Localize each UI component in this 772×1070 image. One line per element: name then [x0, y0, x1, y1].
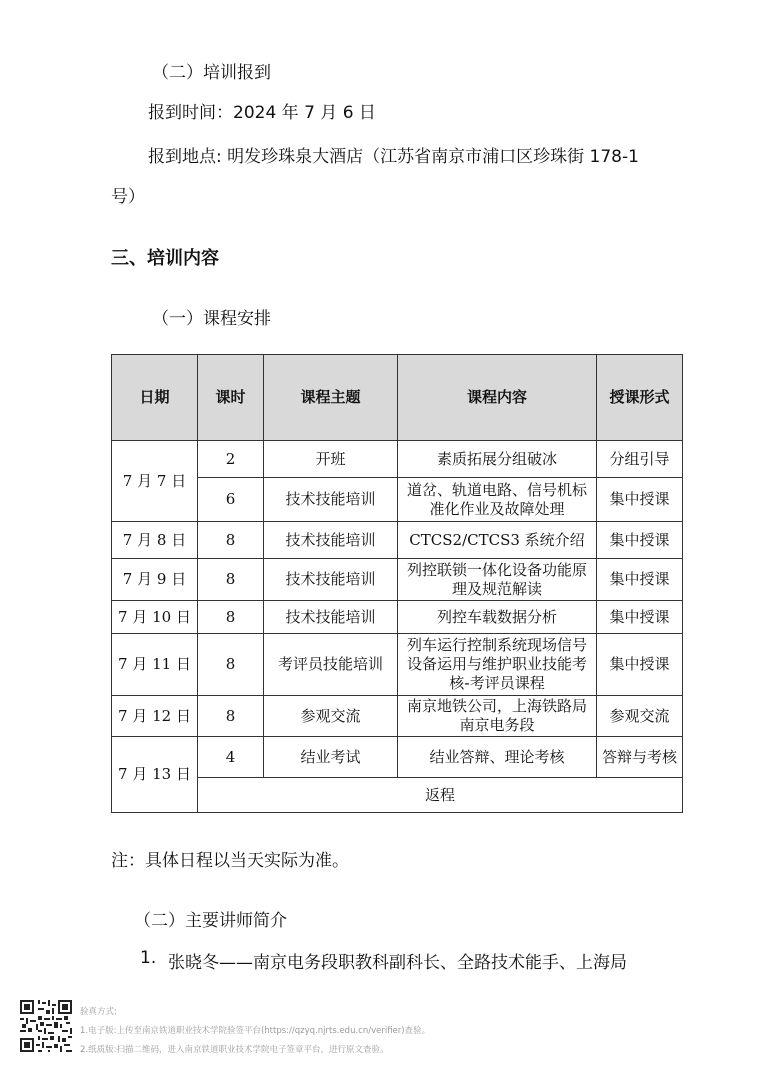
cell-topic: 考评员技能培训	[264, 634, 398, 696]
cell-topic: 技术技能培训	[264, 601, 398, 634]
cell-content: 素质拓展分组破冰	[398, 441, 597, 478]
table-row	[112, 559, 683, 601]
table-header-row	[112, 355, 683, 441]
cell-hours: 8	[198, 696, 264, 737]
cell-topic: 技术技能培训	[264, 478, 398, 522]
registration-heading: （二）培训报到	[152, 63, 271, 83]
header-content: 课程内容	[398, 355, 597, 441]
header-topic: 课程主题	[264, 355, 398, 441]
cell-content: CTCS2/CTCS3 系统介绍	[398, 522, 597, 559]
table-row	[112, 601, 683, 634]
table-row	[112, 696, 683, 737]
schedule-note: 注：具体日程以当天实际为准。	[111, 851, 349, 871]
cell-hours: 4	[198, 737, 264, 778]
teacher-item-text: 张晓冬——南京电务段职教科副科长、全路技术能手、上海局	[168, 953, 627, 973]
cell-date: 7 月 8 日	[112, 522, 198, 559]
cell-hours: 8	[198, 522, 264, 559]
cell-hours: 8	[198, 559, 264, 601]
table-row	[112, 522, 683, 559]
cell-form: 集中授课	[597, 601, 683, 634]
cell-content: 南京地铁公司，上海铁路局南京电务段	[398, 696, 597, 737]
cell-date: 7 月 7 日	[112, 441, 198, 522]
teachers-heading: （二）主要讲师简介	[134, 911, 287, 931]
cell-content: 道岔、轨道电路、信号机标准化作业及故障处理	[398, 478, 597, 522]
cell-form: 集中授课	[597, 522, 683, 559]
table-row	[112, 478, 683, 522]
cell-form: 分组引导	[597, 441, 683, 478]
cell-hours: 2	[198, 441, 264, 478]
cell-topic: 开班	[264, 441, 398, 478]
cell-topic: 参观交流	[264, 696, 398, 737]
cell-date: 7 月 10 日	[112, 601, 198, 634]
registration-time: 报到时间：2024 年 7 月 6 日	[148, 103, 376, 123]
qr-code-icon	[20, 1000, 72, 1052]
cell-hours: 8	[198, 601, 264, 634]
verify-line-paper: 2.纸质版:扫描二维码，进入南京铁道职业技术学院电子签章平台，进行原文查验。	[80, 1045, 389, 1055]
table-row	[112, 441, 683, 478]
section-heading-content: 三、培训内容	[111, 248, 219, 269]
cell-topic: 技术技能培训	[264, 559, 398, 601]
cell-form: 集中授课	[597, 634, 683, 696]
verify-line-electronic: 1.电子版:上传至南京铁道职业技术学院验签平台(https://qzyq.njrts.edu.cn/verifier)查验。	[80, 1026, 431, 1036]
header-form: 授课形式	[597, 355, 683, 441]
header-date: 日期	[112, 355, 198, 441]
cell-topic: 结业考试	[264, 737, 398, 778]
cell-form: 答辩与考核	[597, 737, 683, 778]
cell-form: 集中授课	[597, 559, 683, 601]
registration-place-cont: 号）	[111, 187, 145, 207]
schedule-table	[111, 354, 683, 813]
table-row	[112, 737, 683, 778]
table-row	[112, 778, 683, 813]
cell-content: 列控联锁一体化设备功能原理及规范解读	[398, 559, 597, 601]
cell-return: 返程	[198, 778, 683, 813]
cell-hours: 6	[198, 478, 264, 522]
cell-date: 7 月 11 日	[112, 634, 198, 696]
schedule-heading: （一）课程安排	[152, 309, 271, 329]
verify-title: 验真方式:	[80, 1007, 117, 1017]
cell-topic: 技术技能培训	[264, 522, 398, 559]
cell-form: 集中授课	[597, 478, 683, 522]
cell-content: 列控车载数据分析	[398, 601, 597, 634]
header-hours: 课时	[198, 355, 264, 441]
cell-date: 7 月 13 日	[112, 737, 198, 813]
table-row	[112, 634, 683, 696]
teacher-item-number: 1.	[140, 948, 157, 968]
cell-date: 7 月 9 日	[112, 559, 198, 601]
registration-place: 报到地点: 明发珍珠泉大酒店（江苏省南京市浦口区珍珠街 178-1	[148, 147, 639, 167]
cell-content: 列车运行控制系统现场信号设备运用与维护职业技能考核-考评员课程	[398, 634, 597, 696]
cell-date: 7 月 12 日	[112, 696, 198, 737]
cell-form: 参观交流	[597, 696, 683, 737]
cell-hours: 8	[198, 634, 264, 696]
cell-content: 结业答辩、理论考核	[398, 737, 597, 778]
